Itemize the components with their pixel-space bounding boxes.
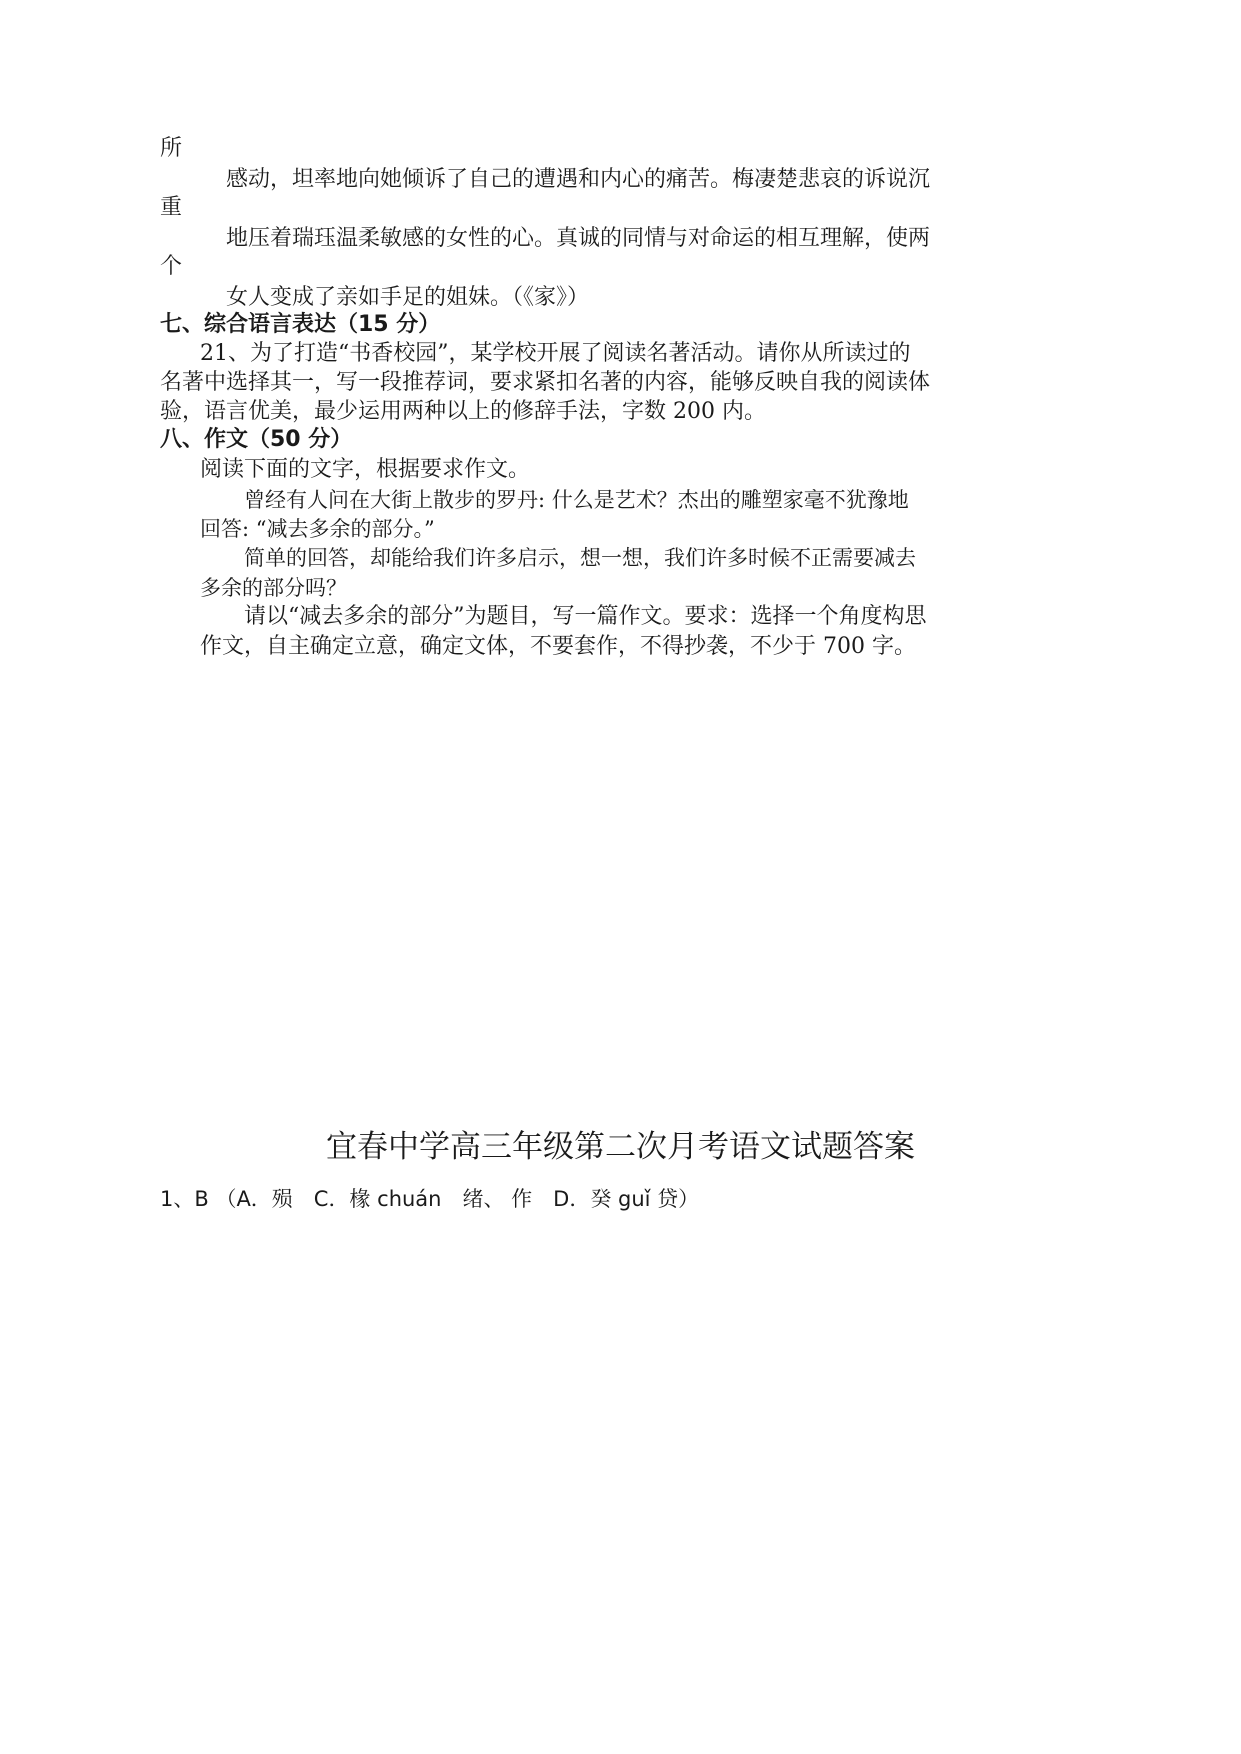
passage-line-4: 地压着瑞珏温柔敏感的女性的心。真诚的同情与对命运的相互理解，使两 (226, 226, 931, 251)
section-8-heading: 八、作文（50 分） (160, 427, 353, 452)
passage-line-5: 个 (160, 254, 183, 279)
essay-prompt-p1-line-1: 曾经有人问在大街上散步的罗丹: 什么是艺术？杰出的雕塑家毫不犹豫地 (244, 488, 909, 512)
section-7-heading: 七、综合语言表达（15 分） (160, 312, 441, 337)
essay-requirement-line-1: 请以“减去多余的部分”为题目，写一篇作文。要求：选择一个角度构思 (244, 604, 927, 629)
essay-prompt-p1-line-2: 回答: “减去多余的部分。” (200, 517, 435, 541)
answer-1: 1、B （A．殒 C．椽 chuán 绪、 作 D．癸 guǐ 贷） (160, 1187, 700, 1211)
essay-prompt-p2-line-2: 多余的部分吗？ (200, 576, 347, 600)
question-21-line-3: 验，语言优美，最少运用两种以上的修辞手法，字数 200 内。 (160, 399, 766, 424)
essay-intro: 阅读下面的文字，根据要求作文。 (200, 457, 531, 482)
question-21-line-1: 21、为了打造“书香校园”，某学校开展了阅读名著活动。请你从所读过的 (200, 341, 911, 366)
essay-requirement-line-2: 作文，自主确定立意，确定文体，不要套作，不得抄袭，不少于 700 字。 (200, 634, 916, 659)
essay-prompt-p2-line-1: 简单的回答，却能给我们许多启示，想一想，我们许多时候不正需要减去 (244, 546, 916, 570)
passage-line-6: 女人变成了亲如手足的姐妹。（《家》） (226, 285, 590, 310)
question-21-line-2: 名著中选择其一，写一段推荐词，要求紧扣名著的内容，能够反映自我的阅读体 (160, 370, 931, 395)
answer-key-title: 宜春中学高三年级第二次月考语文试题答案 (326, 1129, 915, 1165)
passage-line-1: 所 (160, 136, 183, 161)
passage-line-2: 感动，坦率地向她倾诉了自己的遭遇和内心的痛苦。梅凄楚悲哀的诉说沉 (226, 167, 931, 192)
passage-line-3: 重 (160, 195, 183, 220)
